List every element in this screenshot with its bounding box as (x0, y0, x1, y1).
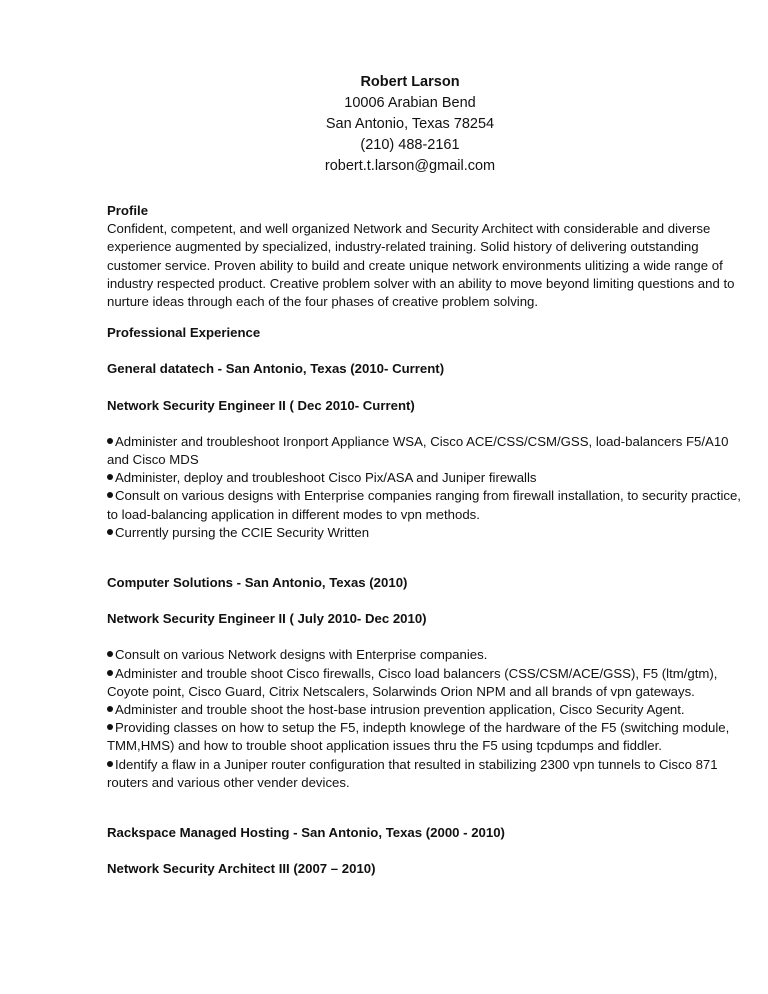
bullet-item: Administer, deploy and troubleshoot Cisco Pix/ASA and Juniper firewalls (107, 469, 747, 487)
profile-text: Confident, competent, and well organized Network and Security Architect with considerable and diverse experience augmented by specialized, industry-related training. Solid history of delivering outstanding customer service. Proven ability to build and create unique network environments ulitizing a wide range of industry respected product. Creative problem solver with an ability to move beyond limiting questions and to nurture ideas through each of the four phases of creative problem solving. (107, 221, 735, 310)
job-bullets (107, 433, 747, 542)
street-address: 10006 Arabian Bend (344, 95, 476, 111)
job-entry (107, 574, 747, 792)
bullet-item: Administer and troubleshoot Ironport Appliance WSA, Cisco ACE/CSS/CSM/GSS, load-balancers F5/A10 and Cisco MDS (107, 433, 729, 468)
bullet-item: Administer and trouble shoot the host-base intrusion prevention application, Cisco Security Agent. (107, 701, 747, 719)
candidate-name: Robert Larson (360, 74, 460, 90)
bullet-item: Administer and trouble shoot Cisco firewalls, Cisco load balancers (CSS/CSM/ACE/GSS), F5 (ltm/gtm), Coyote point, Cisco Guard, Citrix Netscalers, Solarwinds Orion NPM and all brands of vpn gateways. (107, 665, 718, 699)
resume-body (107, 202, 747, 878)
bullet-dot-icon (107, 474, 113, 480)
job-title: Network Security Engineer II ( Dec 2010- Current) (107, 397, 415, 413)
job-entry (107, 360, 747, 542)
email-address: robert.t.larson@gmail.com (324, 158, 496, 174)
job-title: Network Security Architect III (2007 – 2010) (107, 861, 376, 877)
bullet-dot-icon (107, 651, 113, 657)
bullet-dot-icon (107, 529, 113, 535)
contact-header (0, 72, 768, 177)
profile-heading: Profile (107, 203, 149, 218)
job-entry (107, 824, 747, 878)
phone-number: (210) 488-2161 (360, 137, 460, 153)
city-state-zip: San Antonio, Texas 78254 (325, 116, 495, 132)
bullet-item: Providing classes on how to setup the F5, indepth knowlege of the hardware of the F5 (switching module, TMM,HMS) and how to trouble shoot application issues thru the F5 using tcpdumps and fiddler. (107, 720, 730, 754)
job-company: Rackspace Managed Hosting - San Antonio, Texas (2000 - 2010) (107, 825, 505, 841)
job-title: Network Security Engineer II ( July 2010- Dec 2010) (107, 611, 427, 627)
bullet-dot-icon (107, 492, 113, 498)
bullet-dot-icon (107, 706, 113, 712)
bullet-dot-icon (107, 761, 113, 767)
bullet-item: Consult on various Network designs with Enterprise companies. (107, 646, 747, 664)
bullet-dot-icon (107, 438, 113, 444)
bullet-item: Consult on various designs with Enterprise companies ranging from firewall installation, to security practice, to load-balancing application in different modes to vpn methods. (107, 488, 741, 522)
bullet-dot-icon (107, 670, 113, 676)
job-company: General datatech - San Antonio, Texas (2010- Current) (107, 361, 445, 377)
bullet-dot-icon (107, 724, 113, 730)
profile-section (107, 202, 747, 311)
job-company: Computer Solutions - San Antonio, Texas (2010) (107, 575, 408, 591)
job-bullets (107, 646, 747, 792)
bullet-item: Identify a flaw in a Juniper router configuration that resulted in stabilizing 2300 vpn tunnels to Cisco 871 routers and various other vender devices. (107, 756, 718, 790)
experience-heading: Professional Experience (107, 325, 261, 341)
bullet-item: Currently pursing the CCIE Security Written (107, 524, 747, 542)
